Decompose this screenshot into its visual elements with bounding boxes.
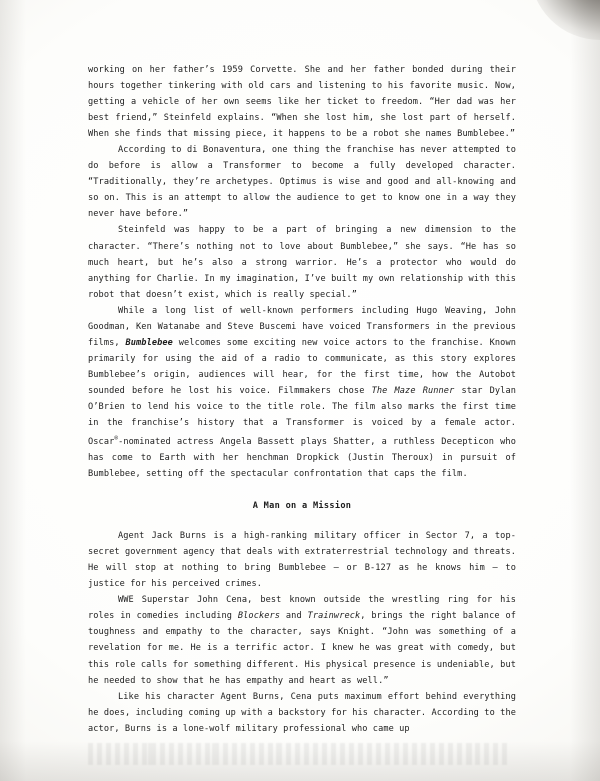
paragraph [88,62,516,142]
paragraph-text: Like his character Agent Burns, Cena puts maximum effort behind everything he does, including coming up with a backstory for his character. According to the actor, Burns is a lone-wolf military professional who came up [88,691,516,734]
film-title-emphasis: Bumblebee [125,337,173,348]
page-bottom-edge-shadow [0,741,600,781]
page-right-edge-shadow [570,0,600,781]
paragraph-text: , brings the right balance of toughness and empathy to the character, says Knight. “John was something of a revelation for me. He is a terrific actor. I knew he was great with comedy, but this role calls for something different. His physical presence is undeniable, but he needed to show that he has empathy and heart as well.” [88,611,516,686]
page-left-edge-shadow [0,0,26,781]
film-title-italic: Blockers [237,611,281,622]
paragraph-text: -nominated actress Angela Bassett plays Shatter, a ruthless Decepticon who has come to Earth with her henchman Dropkick (Justin Theroux) in pursuit of Bumblebee, setting off the spectacular confrontation that caps the film. [88,436,516,480]
paragraph [88,592,516,688]
paragraph-text: According to di Bonaventura, one thing the franchise has never attempted to do before is allow a Transformer to become a fully developed character. “Traditionally, they’re archetypes. Optimus is wise and good and all-knowing and so on. This is an attempt to allow the audience to get to know one in a way they never have before.” [88,145,516,220]
reverse-side-show-through [88,743,508,765]
film-title-italic: The Maze Runner [371,385,455,396]
paragraph-text: While a long list of well-known performers including Hugo Weaving, John Goodman, Ken Watanabe and Steve Buscemi have voiced Transformers in the previous films, [88,305,516,348]
paragraph-text: Agent Jack Burns is a high-ranking military officer in Sector 7, a top-secret government agency that deals with extraterrestrial technology and threats. He will stop at nothing to bring Bumblebee — or B-127 as he knows him — to justice for his perceived crimes. [88,531,516,590]
paragraph-text: Steinfeld was happy to be a part of bringing a new dimension to the character. “There’s nothing not to love about Bumblebee,” she says. “He has so much heart, but he’s also a strong warrior. He’s a protector who would do anything for Charlie. In my imagination, I’ve built my own relationship with this robot that doesn’t exist, which is really special.” [88,225,516,300]
section-heading: A Man on a Mission [252,501,352,512]
paragraph-text: and [280,611,308,622]
page-text-body [88,62,516,737]
paragraph [88,222,516,302]
paragraph [88,303,516,482]
page-corner-shadow [530,0,600,40]
paragraph-text: star Dylan O’Brien to lend his voice to the title role. The film also marks the first time in the franchise’s history that a Transformer is voiced by a female actor. Oscar [88,385,517,447]
film-title-italic: Trainwreck [307,611,361,622]
paragraph [88,528,516,592]
registered-mark: ® [114,435,119,443]
paragraph [88,689,516,737]
paragraph [88,142,516,222]
paragraph-text: working on her father’s 1959 Corvette. She and her father bonded during their hours together tinkering with old cars and listening to his favorite music. Now, getting a vehicle of her own seems like her ticket to freedom. “Her dad was her best friend,” Steinfeld explains. “When she lost him, she lost part of herself. When she finds that missing piece, it happens to be a robot she names Bumblebee.” [88,65,516,140]
paragraph-text: welcomes some exciting new voice actors to the franchise. Known primarily for using the aid of a radio to communicate, as this story explores Bumblebee’s origin, audiences will hear, for the first time, how the Autobot sounded before he lost his voice. Filmmakers chose [88,337,517,396]
paragraph-text: WWE Superstar John Cena, best known outside the wrestling ring for his roles in comedies including [88,595,516,622]
